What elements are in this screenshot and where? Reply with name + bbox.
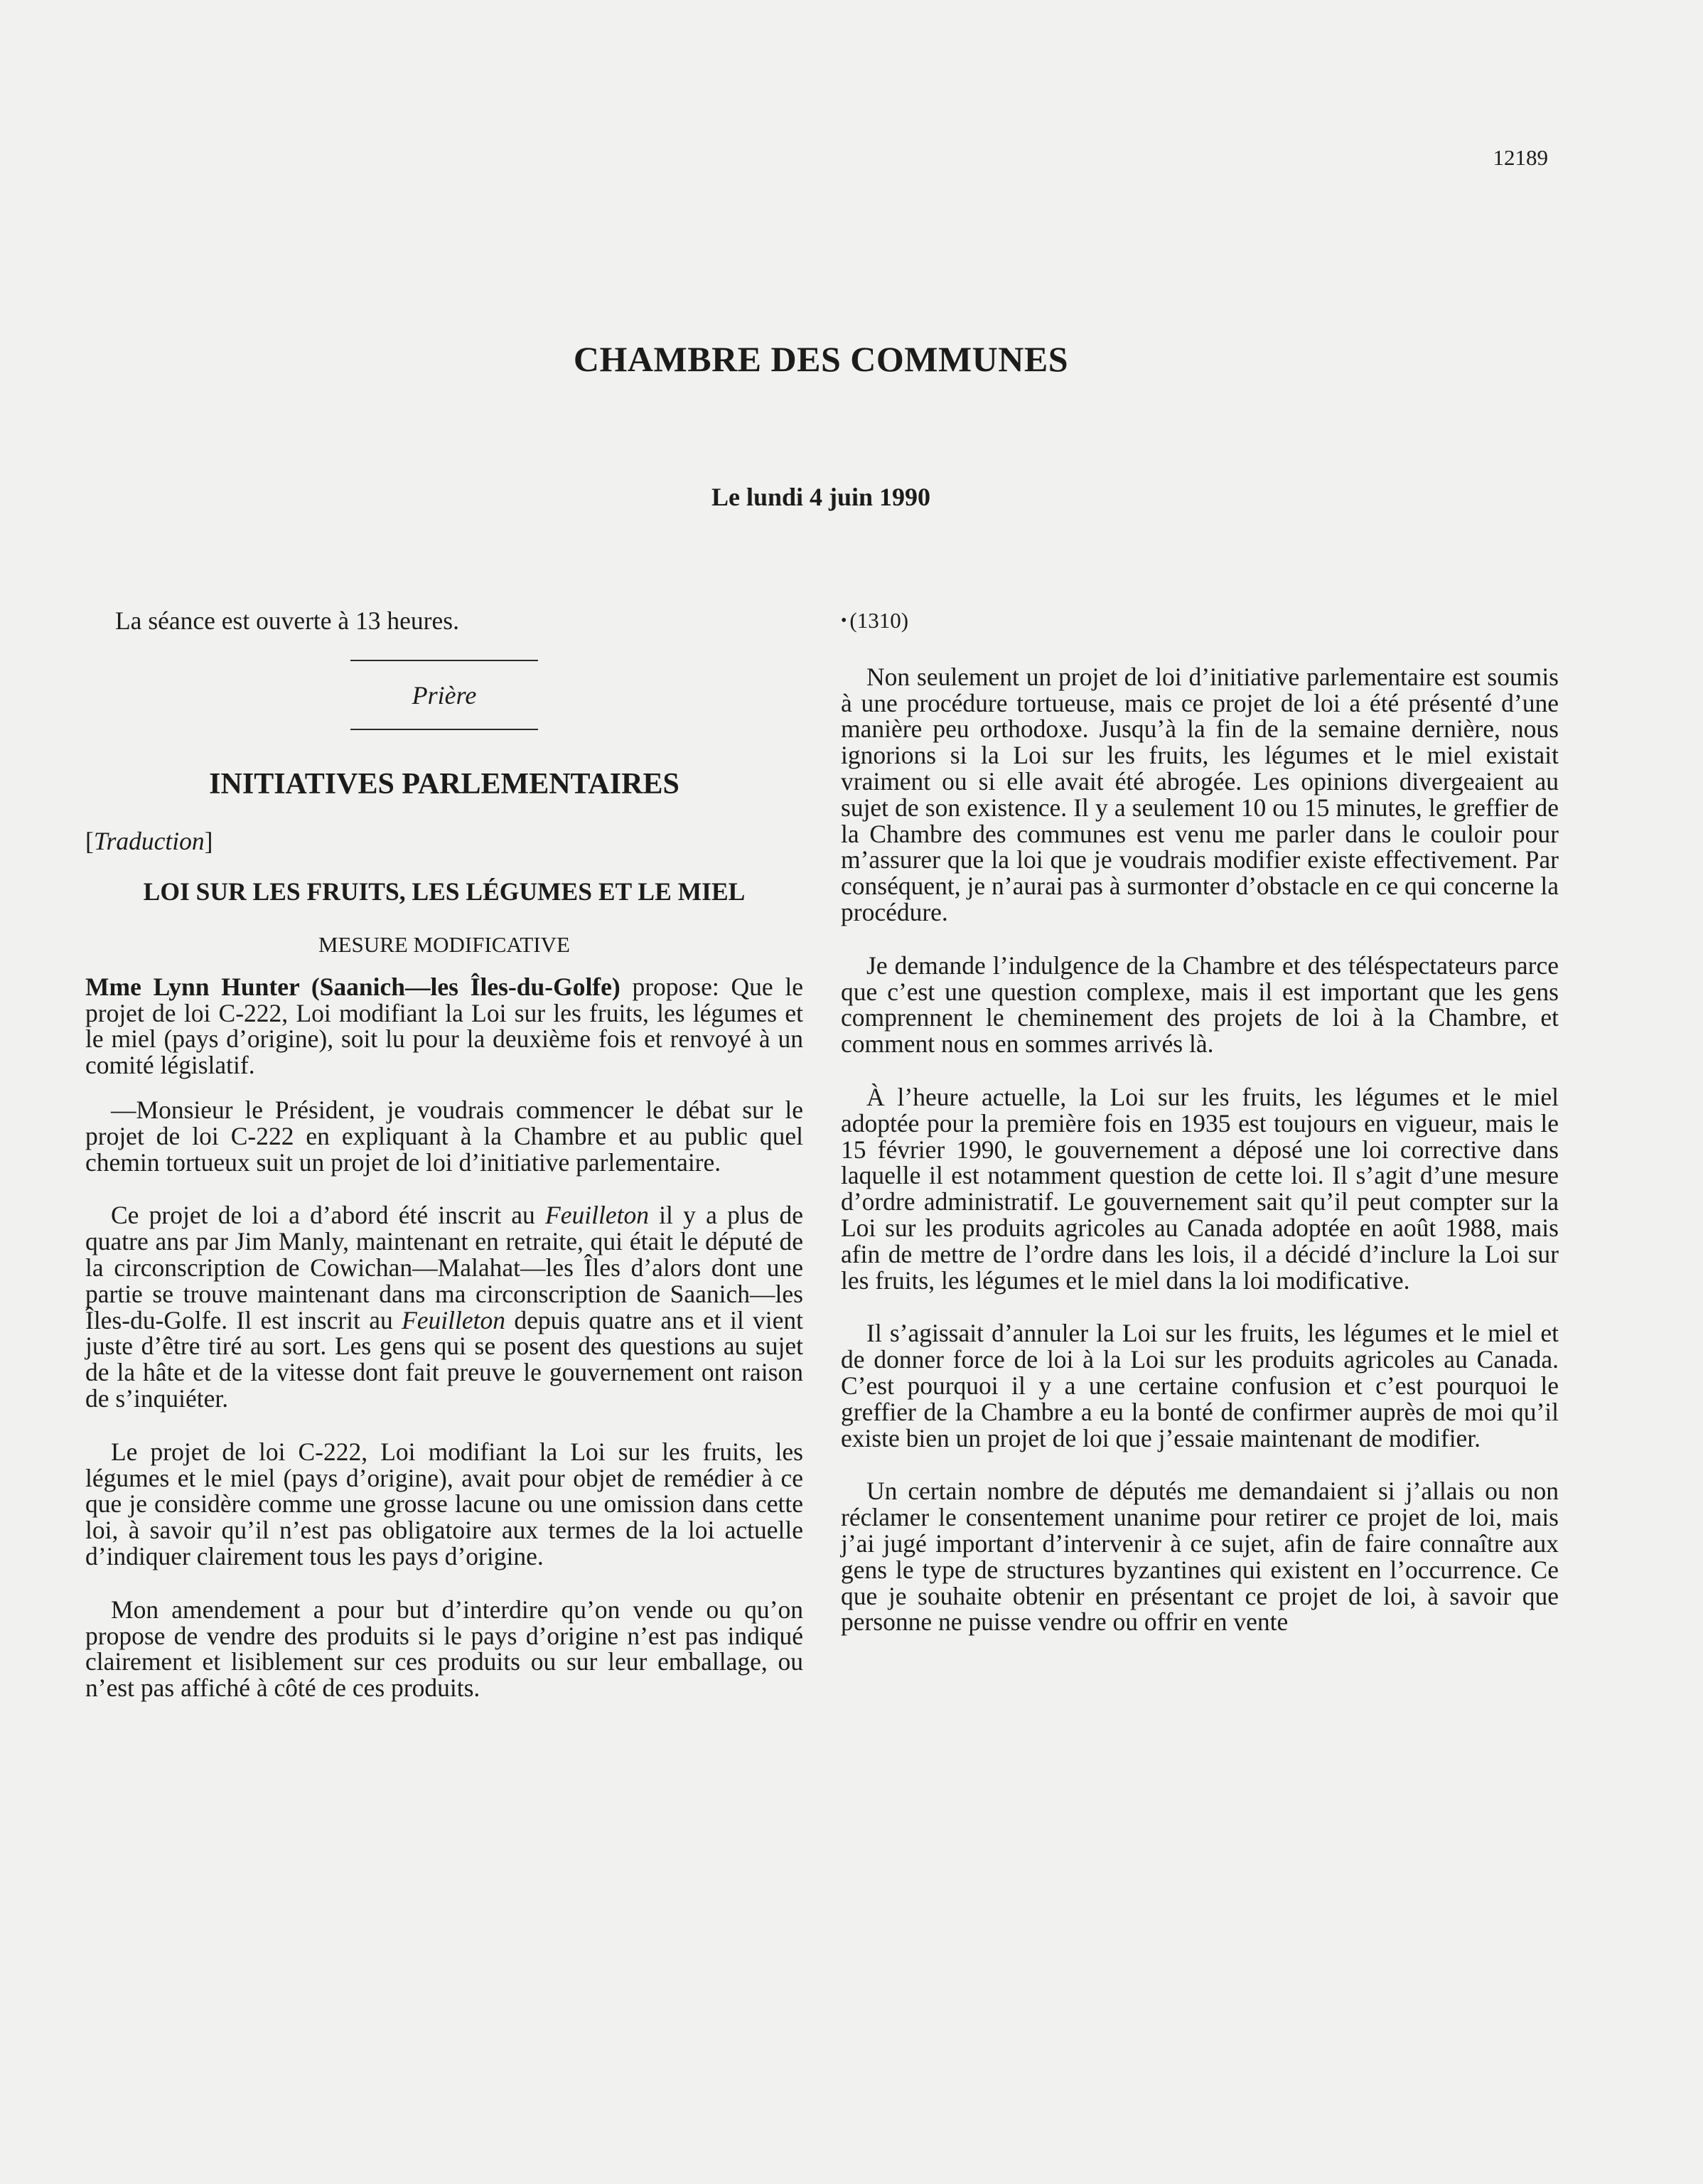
speaker-name: Mme Lynn Hunter (Saanich—les Îles-du-Golfe) [85, 972, 621, 1001]
paragraph: Il s’agissait d’annuler la Loi sur les fruits, les légumes et le miel et de donner force de loi à la Loi sur les produits agricoles au Canada. C’est pourquoi il y a une certaine confusion et c’est pourquoi le greffier de la Chambre a eu la bonté de confirmer auprès de moi qu’il existe bien un projet de loi que j’essaie maintenant de modifier. [841, 1319, 1559, 1452]
left-column [85, 608, 803, 1728]
feuilleton-italic: Feuilleton [402, 1305, 505, 1334]
paragraph: Je demande l’indulgence de la Chambre et des téléspectateurs parce que c’est une question complexe, mais il est important que les gens comprennent le cheminement des projets de loi à la Chambre, et comment nous en sommes arrivés là. [841, 951, 1559, 1059]
feuilleton-italic: Feuilleton [545, 1201, 649, 1230]
motion-paragraph [85, 974, 803, 1078]
paragraph: Mon amendement a pour but d’interdire qu’on vende ou qu’on propose de vendre des produits si le pays d’origine n’est pas indiqué clairement et lisiblement sur ces produits ou sur leur emballage, ou n’est pas affiché à côté de ces produits. [85, 1595, 803, 1703]
paragraph-text: il y a plus de quatre ans par Jim Manly, maintenant en retraite, qui était le député de la circonscription de Cowichan—Malahat—les Îles d’alors dont une partie se trouve maintenant dans ma circonscription de Saanich—les Îles-du-Golfe. Il est inscrit au [85, 1201, 804, 1334]
prayer-heading: Prière [412, 680, 477, 710]
motion-text: propose: Que le projet de loi C-222, Loi modifiant la Loi sur les fruits, les légumes et le miel (pays d’origine), soit lu pour la deuxième fois et renvoyé à un comité législatif. [85, 972, 803, 1080]
translation-bracket-close: ] [204, 827, 213, 856]
paragraph [85, 1202, 803, 1411]
paragraph: Le projet de loi C-222, Loi modifiant la Loi sur les fruits, les légumes et le miel (pays d’origine), avait pour objet de remédier à ce que je considère comme une grosse lacune ou une omission dans cette loi, à savoir qu’il n’est pas obligatoire aux termes de la loi actuelle d’indiquer clairement tous les pays d’origine. [85, 1437, 803, 1570]
timestamp [841, 608, 1559, 634]
page-number: 12189 [1493, 145, 1548, 170]
bullet-icon: • [841, 611, 847, 630]
translation-bracket-open: [ [85, 827, 94, 856]
paragraph: —Monsieur le Président, je voudrais commencer le débat sur le projet de loi C-222 en expliquant à la Chambre et au public quel chemin tortueux suit un projet de loi d’initiative parlementaire. [85, 1095, 803, 1177]
translation-word: Traduction [93, 827, 205, 856]
right-column [841, 608, 1559, 1662]
paragraph-text: depuis quatre ans et il vient juste d’être tiré au sort. Les gens qui se posent des questions au sujet de la hâte et de la vitesse dont fait preuve le gouvernement ont raison de s’inquiéter. [85, 1305, 803, 1413]
paragraph-text: Ce projet de loi a d’abord été inscrit au [111, 1201, 546, 1230]
subject-heading: LOI SUR LES FRUITS, LES LÉGUMES ET LE MIEL [143, 877, 746, 906]
paragraph: À l’heure actuelle, la Loi sur les fruits, les légumes et le miel adoptée pour la première fois en 1935 est toujours en vigueur, mais le 15 février 1990, le gouvernement a déposé une loi corrective dans laquelle il est notamment question de cette loi. Il s’agit d’une mesure d’ordre administratif. Le gouvernement sait qu’il peut compter sur la Loi sur les produits agricoles au Canada adoptée en août 1988, mais afin de mettre de l’ordre dans les lois, il a décidé d’inclure la Loi sur les fruits, les légumes et le miel dans la loi modificative. [841, 1082, 1559, 1295]
subsubject-heading: MESURE MODIFICATIVE [318, 931, 570, 957]
paragraph: Un certain nombre de députés me demandaient si j’allais ou non réclamer le consentement unanime pour retirer ce projet de loi, mais j’ai jugé important d’intervenir à ce sujet, afin de faire connaître aux gens le type de structures byzantines qui existent en l’occurrence. Ce que je souhaite obtenir en présentant ce projet de loi, à savoir que personne ne puisse vendre ou offrir en vente [841, 1477, 1559, 1637]
translation-note [85, 828, 803, 855]
divider [350, 660, 538, 661]
timestamp-text: (1310) [849, 608, 909, 633]
sitting-date: Le lundi 4 juin 1990 [711, 483, 931, 511]
page-title: CHAMBRE DES COMMUNES [573, 339, 1069, 379]
sitting-opened: La séance est ouverte à 13 heures. [115, 606, 459, 635]
section-title: INITIATIVES PARLEMENTAIRES [209, 767, 679, 801]
paragraph: Non seulement un projet de loi d’initiative parlementaire est soumis à une procédure tortueuse, mais ce projet de loi a été présenté d’une manière peu orthodoxe. Jusqu’à la fin de la semaine dernière, nous ignorions si la Loi sur les fruits, les légumes et le miel existait vraiment ou si elle avait été abrogée. Les opinions divergeaient au sujet de son existence. Il y a seulement 10 ou 15 minutes, le greffier de la Chambre des communes est venu me parler dans le couloir pour m’assurer que la loi que je voudrais modifier existe effectivement. Par conséquent, je n’aurai pas à surmonter d’obstacle en ce qui concerne la procédure. [841, 662, 1559, 926]
divider [350, 729, 538, 730]
